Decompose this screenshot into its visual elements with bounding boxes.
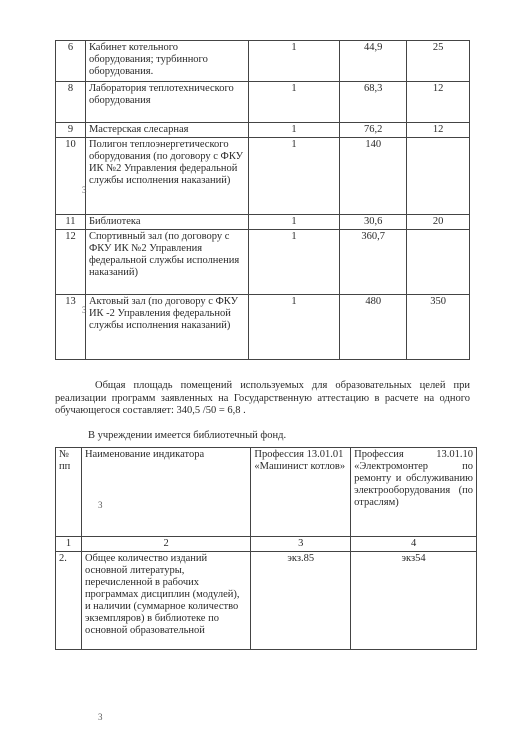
- table-row: [56, 230, 470, 295]
- row-num: 6: [56, 41, 86, 82]
- row-area: 360,7: [340, 230, 407, 295]
- row-seats: 25: [407, 41, 470, 82]
- row-seats: 12: [407, 123, 470, 138]
- row-qty: 1: [248, 295, 340, 360]
- header-prof1: Профессия 13.01.01 «Машинист котлов»: [251, 448, 351, 537]
- table-row: [56, 82, 470, 123]
- row-area: 76,2: [340, 123, 407, 138]
- row-num: 9: [56, 123, 86, 138]
- row-area: 140: [340, 138, 407, 215]
- row-area: 44,9: [340, 41, 407, 82]
- premises-table: [55, 40, 470, 360]
- row-name: Спортивный зал (по договору с ФКУ ИК №2 Управления федеральной службы исполнения наказаний): [85, 230, 248, 295]
- row-seats: [407, 138, 470, 215]
- margin-mark: 3: [82, 305, 87, 315]
- area-paragraph: Общая площадь помещений используемых для образовательных целей при реализации программ заявленных на Государственную аттестацию в расчете на одного обучающегося составляет: 340,5 /50 = 6,8 .: [55, 380, 470, 416]
- row-num: 13: [56, 295, 86, 360]
- row-name: Полигон теплоэнергетического оборудования (по договору с ФКУ ИК №2 Управления федеральной службы исполнения наказаний): [85, 138, 248, 215]
- row-seats: 12: [407, 82, 470, 123]
- row-name: Библиотека: [85, 215, 248, 230]
- row-num: 10: [56, 138, 86, 215]
- index-cell: 3: [251, 537, 351, 552]
- table-index-row: [56, 537, 477, 552]
- row-num: 2.: [56, 552, 82, 650]
- table-row: [56, 295, 470, 360]
- index-cell: 4: [351, 537, 477, 552]
- row-qty: 1: [248, 123, 340, 138]
- row-qty: 1: [248, 82, 340, 123]
- row-qty: 1: [248, 215, 340, 230]
- table-row: [56, 215, 470, 230]
- row-qty: 1: [248, 41, 340, 82]
- header-prof2: Профессия 13.01.10 «Электромонтер по ремонту и обслуживанию электрооборудования (по отраслям): [351, 448, 477, 537]
- row-area: 68,3: [340, 82, 407, 123]
- row-qty: 1: [248, 138, 340, 215]
- index-cell: 1: [56, 537, 82, 552]
- row-seats: 20: [407, 215, 470, 230]
- row-name: Актовый зал (по договору с ФКУ ИК -2 Управления федеральной службы исполнения наказаний): [85, 295, 248, 360]
- index-cell: 2: [81, 537, 250, 552]
- row-prof1: экз.85: [251, 552, 351, 650]
- row-name: Мастерская слесарная: [85, 123, 248, 138]
- margin-mark: 3: [98, 712, 103, 722]
- row-num: 8: [56, 82, 86, 123]
- row-seats: [407, 230, 470, 295]
- library-note: В учреждении имеется библиотечный фонд.: [88, 430, 287, 441]
- margin-mark: 3: [98, 500, 103, 510]
- row-name: Кабинет котельного оборудования; турбинного оборудования.: [85, 41, 248, 82]
- table-row: [56, 552, 477, 650]
- table-row: [56, 41, 470, 82]
- margin-mark: 3: [82, 185, 87, 195]
- row-area: 480: [340, 295, 407, 360]
- row-qty: 1: [248, 230, 340, 295]
- table-header-row: [56, 448, 477, 537]
- row-seats: 350: [407, 295, 470, 360]
- header-indicator: Наименование индикатора: [81, 448, 250, 537]
- header-num: № пп: [56, 448, 82, 537]
- library-table: [55, 447, 477, 650]
- row-num: 11: [56, 215, 86, 230]
- row-prof2: экз54: [351, 552, 477, 650]
- row-name: Лаборатория теплотехнического оборудования: [85, 82, 248, 123]
- table-row: [56, 138, 470, 215]
- row-indicator: Общее количество изданий основной литературы, перечисленной в рабочих программах дисциплин (модулей), и наличии (суммарное количество экземпляров) в библиотеке по основной образовательной: [81, 552, 250, 650]
- table-row: [56, 123, 470, 138]
- row-num: 12: [56, 230, 86, 295]
- row-area: 30,6: [340, 215, 407, 230]
